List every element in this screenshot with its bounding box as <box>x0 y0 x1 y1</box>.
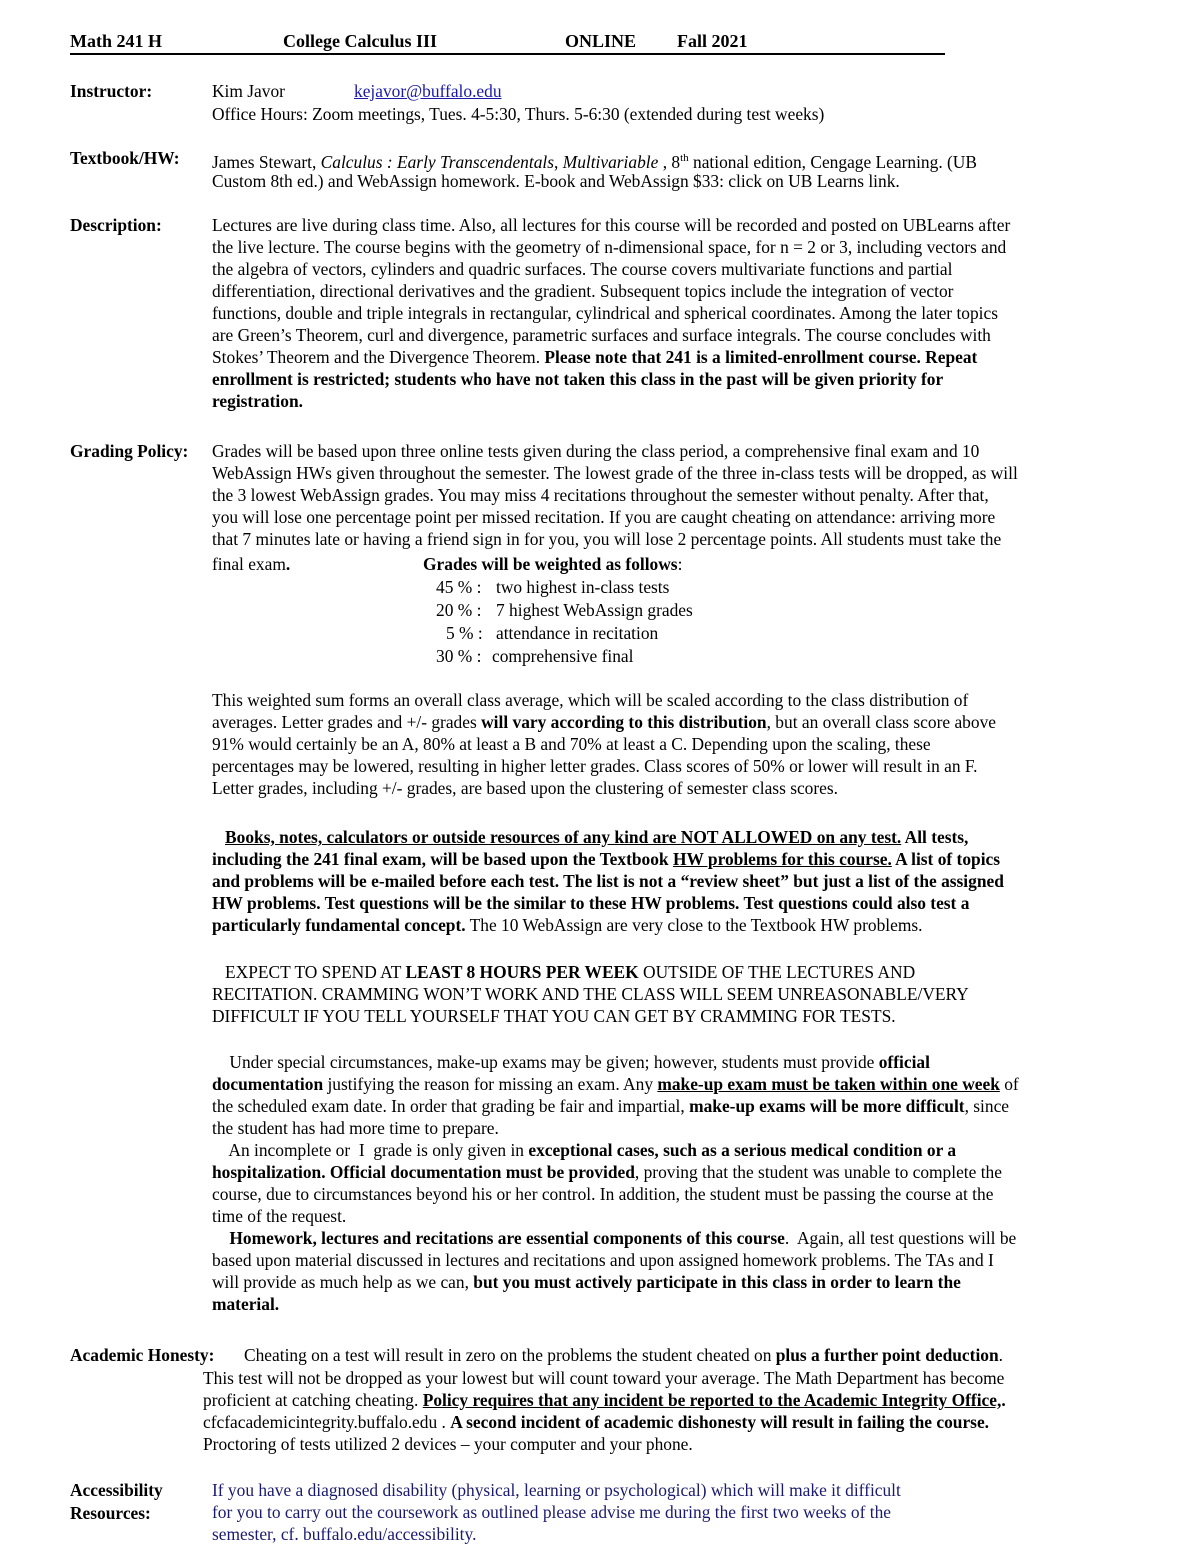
average-line: averages. Letter grades and +/- grades will vary according to this distribution, but an overall class score above <box>212 712 996 732</box>
weight-desc: attendance in recitation <box>496 623 659 643</box>
rules-line: particularly fundamental concept. The 10 WebAssign are very close to the Textbook HW problems. <box>212 915 923 935</box>
description-line: differentiation, directional derivatives and the gradient. Subsequent topics include the integration of vector <box>212 281 954 301</box>
honesty-line: proficient at catching cheating. Policy requires that any incident be reported to the Academic Integrity Office,. <box>203 1390 1006 1410</box>
weight-pct: 45 % : <box>436 577 482 597</box>
grading-line: WebAssign HWs given throughout the semester. The lowest grade of the three in-class tests will be dropped, as will <box>212 463 1018 483</box>
course-header <box>70 29 945 55</box>
weight-desc: 7 highest WebAssign grades <box>496 600 693 620</box>
instructor-label: Instructor: <box>70 81 153 101</box>
incomplete-line: hospitalization. Official documentation must be provided, proving that the student was unable to complete the <box>212 1162 1002 1182</box>
average-line: percentages may be lowered, resulting in higher letter grades. Class scores of 50% or lower will result in an F. <box>212 756 978 776</box>
description-line: the algebra of vectors, cylinders and quadric surfaces. The course covers multivariate functions and partial <box>212 259 953 279</box>
course-code: Math 241 H <box>70 31 162 51</box>
weight-desc: two highest in-class tests <box>496 577 670 597</box>
grading-line: the 3 lowest WebAssign grades. You may miss 4 recitations throughout the semester without penalty. After that, <box>212 485 989 505</box>
description-line: registration. <box>212 391 303 411</box>
honesty-line: Proctoring of tests utilized 2 devices – your computer and your phone. <box>203 1434 693 1454</box>
instructor-name: Kim Javor <box>212 81 285 101</box>
rules-line: Books, notes, calculators or outside resources of any kind are NOT ALLOWED on any test. All tests, <box>225 827 969 847</box>
resources-label: Resources: <box>70 1503 151 1523</box>
office-hours: Office Hours: Zoom meetings, Tues. 4-5:30, Thurs. 5-6:30 (extended during test weeks) <box>212 104 825 124</box>
instructor-email-link[interactable]: kejavor@buffalo.edu <box>354 81 502 101</box>
grading-line: you will lose one percentage point per missed recitation. If you are caught cheating on attendance: arriving more <box>212 507 996 527</box>
makeup-line: documentation justifying the reason for missing an exam. Any make-up exam must be taken within one week of <box>212 1074 1019 1094</box>
description-line: are Green’s Theorem, curl and divergence, parametric surfaces and surface integrals. The course concludes with <box>212 325 991 345</box>
honesty-text <box>203 1367 1133 1455</box>
expect-line: EXPECT TO SPEND AT LEAST 8 HOURS PER WEEK OUTSIDE OF THE LECTURES AND <box>212 962 916 982</box>
homework-line: material. <box>212 1294 280 1314</box>
weights-heading: Grades will be weighted as follows: <box>423 554 683 574</box>
expect-line: RECITATION. CRAMMING WON’T WORK AND THE CLASS WILL SEEM UNREASONABLE/VERY <box>212 984 969 1004</box>
incomplete-line: An incomplete or I grade is only given in exceptional cases, such as a serious medical condition or a <box>212 1140 957 1160</box>
makeup-line: the student has had more time to prepare. <box>212 1118 499 1138</box>
expect-line: DIFFICULT IF YOU TELL YOURSELF THAT YOU CAN GET BY CRAMMING FOR TESTS. <box>212 1006 896 1026</box>
accessibility-line: If you have a diagnosed disability (physical, learning or psychological) which will make it difficult <box>212 1480 901 1500</box>
rules-line: and problems will be e-mailed before each test. The list is not a “review sheet” but just a list of the assigned <box>212 871 1004 891</box>
accessibility-text <box>212 1479 1142 1545</box>
description-label: Description: <box>70 215 162 235</box>
grading-label: Grading Policy: <box>70 441 189 461</box>
textbook-label: Textbook/HW: <box>70 148 180 168</box>
accessibility-label: Accessibility <box>70 1480 163 1500</box>
average-paragraph <box>212 689 1142 799</box>
honesty-line: cfcfacademicintegrity.buffalo.edu . A second incident of academic dishonesty will result in failing the course. <box>203 1412 990 1432</box>
incomplete-line: course, due to circumstances beyond his or her control. In addition, the student must be passing the course at the <box>212 1184 994 1204</box>
honesty-line: This test will not be dropped as your lowest but will count toward your average. The Math Department has become <box>203 1368 1005 1388</box>
average-line: This weighted sum forms an overall class average, which will be scaled according to the class distribution of <box>212 690 969 710</box>
weight-desc: comprehensive final <box>492 646 634 666</box>
grading-line: Grades will be based upon three online tests given during the class period, a comprehensive final exam and 10 <box>212 441 980 461</box>
course-mode: ONLINE <box>565 31 637 51</box>
weight-pct: 30 % : <box>436 646 482 666</box>
average-line: 91% would certainly be an A, 80% at least a B and 70% at least a C. Depending upon the scaling, these <box>212 734 931 754</box>
test-rules-paragraph <box>212 826 1142 936</box>
honesty-line: Cheating on a test will result in zero on the problems the student cheated on plus a further point deduction. <box>244 1345 1003 1365</box>
homework-line: based upon material discussed in lectures and recitations and upon assigned homework problems. The TAs and I <box>212 1250 994 1270</box>
textbook-line-2: Custom 8th ed.) and WebAssign homework. E-book and WebAssign $33: click on UB Learns link. <box>212 171 900 191</box>
course-title: College Calculus III <box>283 31 438 51</box>
description-line: Stokes’ Theorem and the Divergence Theorem. Please note that 241 is a limited-enrollment course. Repeat <box>212 347 978 367</box>
grading-text <box>212 440 1142 550</box>
description-line: functions, double and triple integrals in rectangular, cylindrical and spherical coordinates. Among the later topics <box>212 303 998 323</box>
makeup-line: Under special circumstances, make-up exams may be given; however, students must provide official <box>212 1052 930 1072</box>
honesty-label: Academic Honesty: <box>70 1345 215 1365</box>
homework-line: Homework, lectures and recitations are essential components of this course. Again, all test questions will be <box>212 1228 1017 1248</box>
makeup-line: the scheduled exam date. In order that grading be fair and impartial, make-up exams will be more difficult, since <box>212 1096 1010 1116</box>
homework-line: will provide as much help as we can, but you must actively participate in this class in order to learn the <box>212 1272 961 1292</box>
description-line: the live lecture. The course begins with the geometry of n-dimensional space, for n = 2 or 3, including vectors and <box>212 237 1007 257</box>
accessibility-line: for you to carry out the coursework as outlined please advise me during the first two weeks of the <box>212 1502 892 1522</box>
weight-pct: 20 % : <box>436 600 482 620</box>
rules-line: including the 241 final exam, will be based upon the Textbook HW problems for this course. A list of topics <box>212 849 1001 869</box>
average-line: Letter grades, including +/- grades, are based upon the clustering of semester class scores. <box>212 778 838 798</box>
description-line: Lectures are live during class time. Also, all lectures for this course will be recorded and posted on UBLearns after <box>212 215 1011 235</box>
incomplete-line: time of the request. <box>212 1206 347 1226</box>
rules-line: HW problems. Test questions will be the similar to these HW problems. Test questions could also test a <box>212 893 970 913</box>
accessibility-line: semester, cf. buffalo.edu/accessibility. <box>212 1524 477 1544</box>
final-exam-text: final exam. <box>212 554 291 574</box>
course-term: Fall 2021 <box>677 31 748 51</box>
textbook-line-1: James Stewart, Calculus : Early Transcendentals, Multivariable , 8th national edition, Cengage Learning. (UB <box>212 151 977 172</box>
makeup-paragraph <box>212 1051 1142 1315</box>
description-text <box>212 214 1142 412</box>
weight-pct: 5 % : <box>446 623 483 643</box>
grading-line: that 7 minutes late or having a friend sign in for you, you will lose 2 percentage points. All students must take the <box>212 529 1002 549</box>
study-time-paragraph <box>212 961 1142 1027</box>
description-line: enrollment is restricted; students who have not taken this class in the past will be given priority for <box>212 369 944 389</box>
